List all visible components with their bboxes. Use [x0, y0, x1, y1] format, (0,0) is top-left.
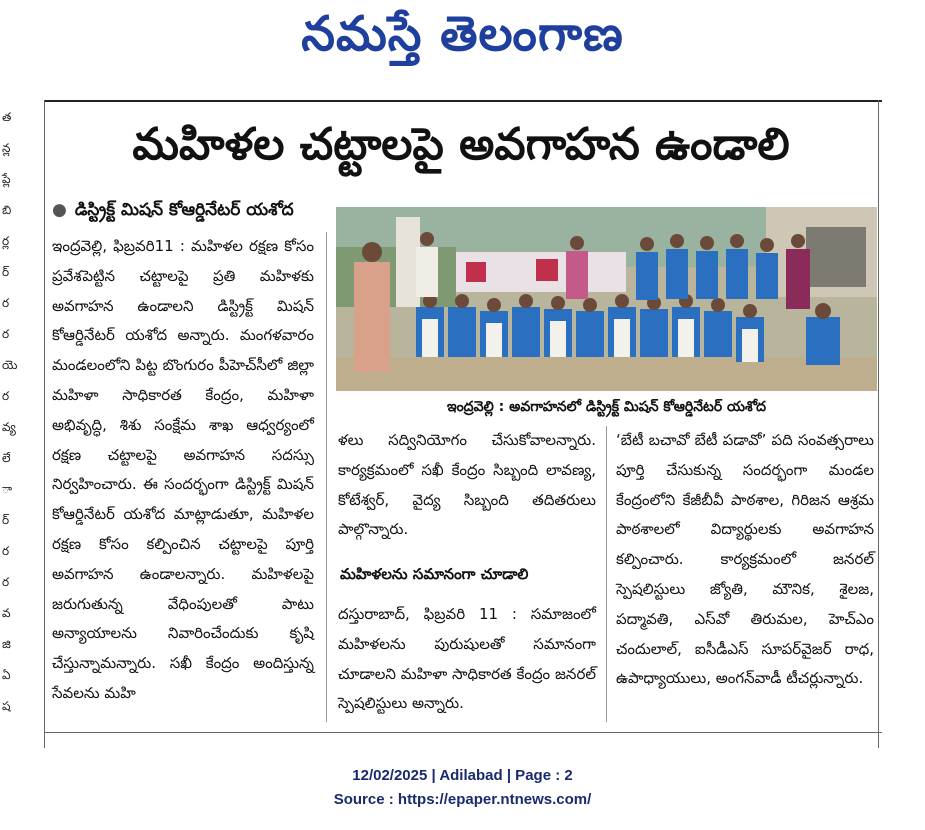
right-rule [878, 100, 879, 748]
column-1-text: ఇంద్రవెల్లి, ఫిబ్రవరి11 : మహిళల రక్షణ కోసం ప్రవేశపెట్టిన చట్టాలపై ప్రతి మహిళకు అవగాహన ఉండాలని డిస్ట్రిక్ట్ మిషన్ కోఆర్డినేటర్ యశోద అన్నారు. మంగళవారం మండలంలోని పిట్ట బొంగురం పీహెచ్‌సీలో జిల్లా మహిళా సాధికారత కేంద్రం, మహిళా అభివృద్ధి, శిశు సంక్షేమ శాఖ ఆధ్వర్యంలో రక్షణ చట్టాలపై అవగాహన సదస్సు నిర్వహించారు. ఈ సందర్భంగా డిస్ట్రిక్ట్ మిషన్ కోఆర్డినేటర్ యశోద మాట్లాడుతూ, మహిళల రక్షణ కోసం కల్పించిన చట్టాలపై పూర్తి అవగాహన ఉండాలన్నారు. మహిళలపై జరుగుతున్న వేధింపులతో పాటు అన్యాయాలను నివారించేందుకు కృషి చేస్తున్నామన్నారు. సఖీ కేంద్రం అందిస్తున్న సేవలను మహి [52, 237, 314, 702]
fragment-glyph: ర్ [2, 513, 10, 527]
column-divider [606, 426, 607, 722]
fragment-glyph: వ్య [2, 420, 16, 434]
column-divider [326, 232, 327, 722]
source-link: Source : https://epaper.ntnews.com/ [333, 791, 592, 808]
fragment-glyph: ఏ [2, 668, 11, 682]
event-photo [336, 207, 877, 391]
fragment-glyph: ర [2, 389, 10, 403]
fragment-glyph: యె [2, 358, 18, 372]
fragment-glyph: ర [2, 575, 10, 589]
article-subhead [52, 200, 332, 226]
fragment-glyph: ర [2, 327, 10, 341]
fragment-glyph: ర [2, 296, 10, 310]
fragment-glyph: న్ల [2, 141, 11, 155]
bottom-rule [44, 732, 882, 733]
fragment-glyph: త [2, 110, 12, 124]
article-column-1 [52, 232, 314, 709]
fragment-glyph: జి [2, 637, 11, 651]
article-column-2-continued [338, 600, 596, 719]
edition-info: 12/02/2025 | Adilabad | Page : 2 [352, 767, 573, 784]
article-headline: మహిళల చట్టాలపై అవగాహన ఉండాలి [132, 119, 790, 170]
column-2b-text: దస్తురాబాద్, ఫిబ్రవరి 11 : సమాజంలో మహిళలను పురుషులతో సమానంగా చూడాలని మహిళా సాధికారత కేంద్రం జనరల్ స్పెషలిస్టులు అన్నారు. [338, 605, 596, 713]
fragment-glyph: ా [2, 482, 13, 496]
fragment-glyph: ర [2, 544, 10, 558]
fragment-glyph: లే [2, 451, 11, 465]
bullet-icon: ● [52, 200, 67, 220]
column-2-text: ళలు సద్వినియోగం చేసుకోవాలన్నారు. కార్యక్రమంలో సఖీ కేంద్రం సిబ్బంది లావణ్య, కోటేశ్వర్, వైద్య సిబ్బంది తదితరులు పాల్గొన్నారు. [338, 431, 596, 539]
left-rule [44, 100, 45, 748]
fragment-glyph: ప్లే [2, 172, 11, 186]
group-photo-illustration [336, 207, 877, 391]
section-subheading: మహిళలను సమానంగా చూడాలి [340, 565, 529, 583]
photo-caption: ఇంద్రవెల్లి : అవగాహనలో డిస్ట్రిక్ట్ మిషన్ కోఆర్డినేటర్ యశోద [446, 398, 767, 415]
fragment-glyph: ర్ [2, 265, 10, 279]
column-3-text: ‘బేటీ బచావో బేటీ పడావో’ పది సంవత్సరాలు పూర్తి చేసుకున్న సందర్భంగా మండల కేంద్రంలోని కేజీబీవీ పాఠశాల, గిరిజన ఆశ్రమ పాఠశాలలో విద్యార్థులకు అవగాహన కల్పించారు. కార్యక్రమంలో జనరల్ స్పెషలిస్టులు జ్యోతి, మౌనిక, శైలజ, పద్మావతి, ఎస్‌వో తిరుమల, హెచ్‌ఎం చందులాల్, ఐసీడీఎస్ సూపర్‌వైజర్ రాధ, ఉపాధ్యాయులు, అంగన్‌వాడీ టీచర్లున్నారు. [616, 431, 874, 688]
adjacent-column-fragment [0, 110, 16, 750]
fragment-glyph: ర్ల [2, 234, 10, 248]
subhead-text: డిస్ట్రిక్ట్ మిషన్ కోఆర్డినేటర్ యశోద [74, 200, 294, 220]
top-rule [44, 100, 882, 102]
fragment-glyph: బి [2, 203, 12, 217]
page-footer [0, 764, 925, 812]
fragment-glyph: వ [2, 606, 11, 620]
article-column-2 [338, 426, 596, 545]
newspaper-masthead: నమస్తే తెలంగాణ [301, 6, 624, 62]
fragment-glyph: ష [2, 699, 11, 713]
article-column-3 [616, 426, 874, 694]
